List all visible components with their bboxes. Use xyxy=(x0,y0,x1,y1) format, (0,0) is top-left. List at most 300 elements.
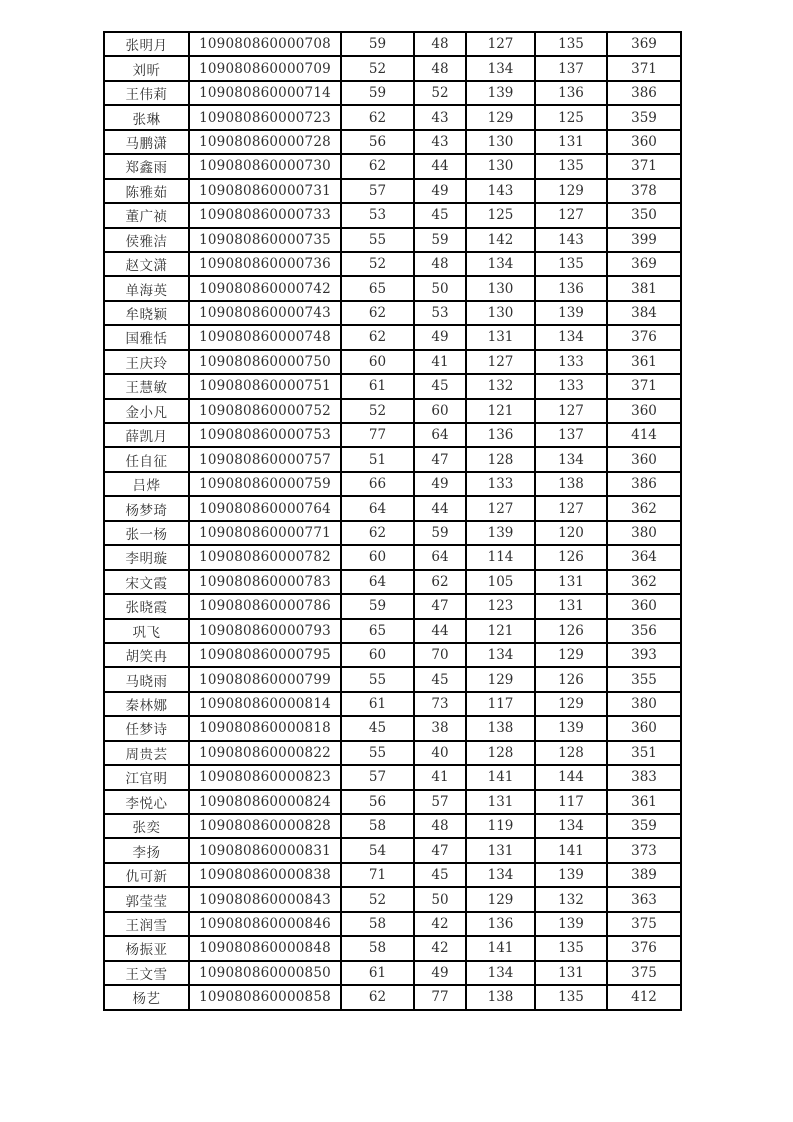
total-score-cell: 361 xyxy=(607,790,681,814)
score-subject4-cell: 132 xyxy=(535,887,607,911)
score-subject2-cell: 47 xyxy=(414,594,466,618)
score-subject1-cell: 58 xyxy=(341,912,414,936)
candidate-number-cell: 109080860000731 xyxy=(189,179,341,203)
score-subject4-cell: 131 xyxy=(535,594,607,618)
student-name-cell: 秦林娜 xyxy=(104,692,189,716)
score-subject4-cell: 129 xyxy=(535,643,607,667)
total-score-cell: 360 xyxy=(607,399,681,423)
score-subject4-cell: 125 xyxy=(535,105,607,129)
total-score-cell: 376 xyxy=(607,936,681,960)
candidate-number-cell: 109080860000814 xyxy=(189,692,341,716)
score-subject3-cell: 141 xyxy=(466,765,535,789)
student-name-cell: 马鹏潇 xyxy=(104,130,189,154)
score-subject3-cell: 134 xyxy=(466,252,535,276)
candidate-number-cell: 109080860000848 xyxy=(189,936,341,960)
student-name-cell: 江官明 xyxy=(104,765,189,789)
score-subject4-cell: 139 xyxy=(535,716,607,740)
score-subject3-cell: 131 xyxy=(466,325,535,349)
table-row xyxy=(104,985,681,1009)
candidate-number-cell: 109080860000757 xyxy=(189,447,341,471)
table-row xyxy=(104,570,681,594)
score-subject1-cell: 56 xyxy=(341,790,414,814)
total-score-cell: 355 xyxy=(607,667,681,691)
score-subject3-cell: 128 xyxy=(466,741,535,765)
student-name-cell: 巩飞 xyxy=(104,619,189,643)
table-row xyxy=(104,496,681,520)
score-subject1-cell: 58 xyxy=(341,814,414,838)
score-subject2-cell: 53 xyxy=(414,301,466,325)
candidate-number-cell: 109080860000838 xyxy=(189,863,341,887)
score-subject2-cell: 44 xyxy=(414,619,466,643)
table-row xyxy=(104,105,681,129)
score-subject1-cell: 56 xyxy=(341,130,414,154)
table-row xyxy=(104,814,681,838)
table-row xyxy=(104,692,681,716)
score-subject1-cell: 51 xyxy=(341,447,414,471)
student-name-cell: 刘昕 xyxy=(104,56,189,80)
table-row xyxy=(104,447,681,471)
student-name-cell: 郭莹莹 xyxy=(104,887,189,911)
score-subject1-cell: 61 xyxy=(341,692,414,716)
table-row xyxy=(104,56,681,80)
student-name-cell: 赵文潇 xyxy=(104,252,189,276)
candidate-number-cell: 109080860000723 xyxy=(189,105,341,129)
score-subject3-cell: 127 xyxy=(466,350,535,374)
student-name-cell: 张晓霞 xyxy=(104,594,189,618)
candidate-number-cell: 109080860000764 xyxy=(189,496,341,520)
score-subject3-cell: 143 xyxy=(466,179,535,203)
score-subject3-cell: 130 xyxy=(466,301,535,325)
student-name-cell: 吕烨 xyxy=(104,472,189,496)
score-subject2-cell: 49 xyxy=(414,472,466,496)
total-score-cell: 364 xyxy=(607,545,681,569)
table-row xyxy=(104,130,681,154)
candidate-number-cell: 109080860000850 xyxy=(189,961,341,985)
score-subject2-cell: 59 xyxy=(414,521,466,545)
candidate-number-cell: 109080860000735 xyxy=(189,228,341,252)
score-subject3-cell: 129 xyxy=(466,667,535,691)
total-score-cell: 360 xyxy=(607,594,681,618)
student-name-cell: 侯雅洁 xyxy=(104,228,189,252)
score-subject4-cell: 138 xyxy=(535,472,607,496)
total-score-cell: 360 xyxy=(607,130,681,154)
total-score-cell: 389 xyxy=(607,863,681,887)
score-subject3-cell: 114 xyxy=(466,545,535,569)
total-score-cell: 351 xyxy=(607,741,681,765)
score-subject1-cell: 55 xyxy=(341,741,414,765)
score-subject4-cell: 131 xyxy=(535,130,607,154)
score-subject3-cell: 130 xyxy=(466,154,535,178)
total-score-cell: 375 xyxy=(607,912,681,936)
table-row xyxy=(104,81,681,105)
score-subject1-cell: 54 xyxy=(341,838,414,862)
score-subject3-cell: 134 xyxy=(466,56,535,80)
table-row xyxy=(104,472,681,496)
score-subject4-cell: 137 xyxy=(535,56,607,80)
score-subject3-cell: 125 xyxy=(466,203,535,227)
total-score-cell: 371 xyxy=(607,374,681,398)
table-row xyxy=(104,619,681,643)
score-subject4-cell: 133 xyxy=(535,350,607,374)
score-subject3-cell: 127 xyxy=(466,496,535,520)
score-subject3-cell: 129 xyxy=(466,105,535,129)
score-subject3-cell: 129 xyxy=(466,887,535,911)
student-name-cell: 王文雪 xyxy=(104,961,189,985)
table-row xyxy=(104,716,681,740)
table-row xyxy=(104,790,681,814)
total-score-cell: 373 xyxy=(607,838,681,862)
table-row xyxy=(104,765,681,789)
score-subject3-cell: 138 xyxy=(466,716,535,740)
score-subject2-cell: 64 xyxy=(414,545,466,569)
student-name-cell: 张奕 xyxy=(104,814,189,838)
score-subject2-cell: 73 xyxy=(414,692,466,716)
score-subject2-cell: 48 xyxy=(414,252,466,276)
student-name-cell: 王润雪 xyxy=(104,912,189,936)
total-score-cell: 369 xyxy=(607,252,681,276)
score-subject4-cell: 135 xyxy=(535,985,607,1009)
score-subject3-cell: 134 xyxy=(466,643,535,667)
score-subject1-cell: 52 xyxy=(341,252,414,276)
score-subject4-cell: 126 xyxy=(535,619,607,643)
total-score-cell: 375 xyxy=(607,961,681,985)
candidate-number-cell: 109080860000751 xyxy=(189,374,341,398)
score-subject3-cell: 119 xyxy=(466,814,535,838)
total-score-cell: 376 xyxy=(607,325,681,349)
score-subject3-cell: 117 xyxy=(466,692,535,716)
candidate-number-cell: 109080860000799 xyxy=(189,667,341,691)
candidate-number-cell: 109080860000733 xyxy=(189,203,341,227)
score-subject2-cell: 44 xyxy=(414,496,466,520)
score-subject4-cell: 135 xyxy=(535,32,607,56)
candidate-number-cell: 109080860000771 xyxy=(189,521,341,545)
student-name-cell: 胡笑冉 xyxy=(104,643,189,667)
score-subject4-cell: 135 xyxy=(535,936,607,960)
score-subject3-cell: 127 xyxy=(466,32,535,56)
score-subject1-cell: 64 xyxy=(341,570,414,594)
score-subject3-cell: 142 xyxy=(466,228,535,252)
total-score-cell: 362 xyxy=(607,570,681,594)
total-score-cell: 381 xyxy=(607,276,681,300)
score-subject2-cell: 70 xyxy=(414,643,466,667)
score-subject1-cell: 77 xyxy=(341,423,414,447)
score-subject4-cell: 117 xyxy=(535,790,607,814)
score-subject3-cell: 130 xyxy=(466,130,535,154)
score-subject4-cell: 135 xyxy=(535,252,607,276)
score-subject2-cell: 48 xyxy=(414,56,466,80)
table-row xyxy=(104,203,681,227)
total-score-cell: 361 xyxy=(607,350,681,374)
student-name-cell: 牟晓颖 xyxy=(104,301,189,325)
total-score-cell: 399 xyxy=(607,228,681,252)
table-row xyxy=(104,887,681,911)
student-name-cell: 董广祯 xyxy=(104,203,189,227)
score-subject3-cell: 139 xyxy=(466,81,535,105)
total-score-cell: 386 xyxy=(607,81,681,105)
score-subject2-cell: 57 xyxy=(414,790,466,814)
table-row xyxy=(104,667,681,691)
student-name-cell: 李明璇 xyxy=(104,545,189,569)
score-subject4-cell: 143 xyxy=(535,228,607,252)
student-name-cell: 李悦心 xyxy=(104,790,189,814)
score-subject1-cell: 60 xyxy=(341,545,414,569)
table-row xyxy=(104,252,681,276)
score-subject2-cell: 48 xyxy=(414,814,466,838)
score-subject2-cell: 38 xyxy=(414,716,466,740)
total-score-cell: 414 xyxy=(607,423,681,447)
student-name-cell: 杨振亚 xyxy=(104,936,189,960)
student-name-cell: 杨梦琦 xyxy=(104,496,189,520)
score-subject2-cell: 52 xyxy=(414,81,466,105)
total-score-cell: 371 xyxy=(607,56,681,80)
score-subject3-cell: 123 xyxy=(466,594,535,618)
table-row xyxy=(104,228,681,252)
score-subject3-cell: 136 xyxy=(466,912,535,936)
score-table-body xyxy=(104,32,681,1010)
score-subject1-cell: 62 xyxy=(341,521,414,545)
score-subject1-cell: 64 xyxy=(341,496,414,520)
total-score-cell: 393 xyxy=(607,643,681,667)
student-name-cell: 宋文霞 xyxy=(104,570,189,594)
score-subject2-cell: 48 xyxy=(414,32,466,56)
candidate-number-cell: 109080860000795 xyxy=(189,643,341,667)
candidate-number-cell: 109080860000793 xyxy=(189,619,341,643)
student-name-cell: 王伟莉 xyxy=(104,81,189,105)
score-subject2-cell: 64 xyxy=(414,423,466,447)
total-score-cell: 356 xyxy=(607,619,681,643)
score-subject1-cell: 52 xyxy=(341,887,414,911)
candidate-number-cell: 109080860000736 xyxy=(189,252,341,276)
total-score-cell: 360 xyxy=(607,716,681,740)
score-subject3-cell: 141 xyxy=(466,936,535,960)
candidate-number-cell: 109080860000748 xyxy=(189,325,341,349)
candidate-number-cell: 109080860000822 xyxy=(189,741,341,765)
candidate-number-cell: 109080860000708 xyxy=(189,32,341,56)
score-subject2-cell: 40 xyxy=(414,741,466,765)
total-score-cell: 363 xyxy=(607,887,681,911)
score-subject1-cell: 57 xyxy=(341,765,414,789)
student-name-cell: 仇可新 xyxy=(104,863,189,887)
table-row xyxy=(104,32,681,56)
score-subject1-cell: 62 xyxy=(341,105,414,129)
score-subject3-cell: 138 xyxy=(466,985,535,1009)
table-row xyxy=(104,936,681,960)
table-row xyxy=(104,350,681,374)
candidate-number-cell: 109080860000709 xyxy=(189,56,341,80)
candidate-number-cell: 109080860000858 xyxy=(189,985,341,1009)
score-subject1-cell: 55 xyxy=(341,667,414,691)
score-subject1-cell: 59 xyxy=(341,81,414,105)
score-subject4-cell: 131 xyxy=(535,961,607,985)
total-score-cell: 359 xyxy=(607,105,681,129)
score-subject3-cell: 130 xyxy=(466,276,535,300)
score-subject4-cell: 144 xyxy=(535,765,607,789)
score-subject3-cell: 133 xyxy=(466,472,535,496)
table-row xyxy=(104,423,681,447)
total-score-cell: 384 xyxy=(607,301,681,325)
score-subject1-cell: 45 xyxy=(341,716,414,740)
table-row xyxy=(104,741,681,765)
score-subject3-cell: 136 xyxy=(466,423,535,447)
score-subject4-cell: 134 xyxy=(535,447,607,471)
student-name-cell: 金小凡 xyxy=(104,399,189,423)
table-row xyxy=(104,838,681,862)
student-name-cell: 张一杨 xyxy=(104,521,189,545)
student-name-cell: 国雅恬 xyxy=(104,325,189,349)
score-subject3-cell: 121 xyxy=(466,619,535,643)
score-subject4-cell: 133 xyxy=(535,374,607,398)
score-subject4-cell: 120 xyxy=(535,521,607,545)
total-score-cell: 380 xyxy=(607,692,681,716)
candidate-number-cell: 109080860000728 xyxy=(189,130,341,154)
score-table xyxy=(103,31,682,1011)
score-subject4-cell: 131 xyxy=(535,570,607,594)
student-name-cell: 张明月 xyxy=(104,32,189,56)
score-subject1-cell: 59 xyxy=(341,594,414,618)
score-subject1-cell: 52 xyxy=(341,399,414,423)
table-row xyxy=(104,374,681,398)
score-subject3-cell: 134 xyxy=(466,863,535,887)
student-name-cell: 周贵芸 xyxy=(104,741,189,765)
score-subject2-cell: 45 xyxy=(414,374,466,398)
score-subject2-cell: 45 xyxy=(414,667,466,691)
candidate-number-cell: 109080860000828 xyxy=(189,814,341,838)
score-subject4-cell: 139 xyxy=(535,863,607,887)
score-subject1-cell: 62 xyxy=(341,985,414,1009)
score-subject2-cell: 42 xyxy=(414,936,466,960)
total-score-cell: 369 xyxy=(607,32,681,56)
score-subject3-cell: 131 xyxy=(466,790,535,814)
score-subject2-cell: 77 xyxy=(414,985,466,1009)
table-row xyxy=(104,961,681,985)
table-row xyxy=(104,863,681,887)
score-subject1-cell: 71 xyxy=(341,863,414,887)
score-subject4-cell: 134 xyxy=(535,325,607,349)
total-score-cell: 378 xyxy=(607,179,681,203)
student-name-cell: 王庆玲 xyxy=(104,350,189,374)
candidate-number-cell: 109080860000831 xyxy=(189,838,341,862)
score-subject1-cell: 52 xyxy=(341,56,414,80)
candidate-number-cell: 109080860000786 xyxy=(189,594,341,618)
score-subject4-cell: 127 xyxy=(535,399,607,423)
score-subject4-cell: 129 xyxy=(535,692,607,716)
score-subject4-cell: 139 xyxy=(535,912,607,936)
candidate-number-cell: 109080860000824 xyxy=(189,790,341,814)
total-score-cell: 360 xyxy=(607,447,681,471)
score-subject2-cell: 49 xyxy=(414,961,466,985)
score-subject4-cell: 135 xyxy=(535,154,607,178)
score-subject2-cell: 42 xyxy=(414,912,466,936)
candidate-number-cell: 109080860000752 xyxy=(189,399,341,423)
candidate-number-cell: 109080860000783 xyxy=(189,570,341,594)
score-subject2-cell: 47 xyxy=(414,447,466,471)
student-name-cell: 杨艺 xyxy=(104,985,189,1009)
total-score-cell: 380 xyxy=(607,521,681,545)
table-row xyxy=(104,521,681,545)
table-row xyxy=(104,912,681,936)
score-subject1-cell: 62 xyxy=(341,154,414,178)
score-subject2-cell: 44 xyxy=(414,154,466,178)
score-subject3-cell: 131 xyxy=(466,838,535,862)
student-name-cell: 李扬 xyxy=(104,838,189,862)
score-subject2-cell: 41 xyxy=(414,765,466,789)
student-name-cell: 薛凯月 xyxy=(104,423,189,447)
table-row xyxy=(104,154,681,178)
candidate-number-cell: 109080860000759 xyxy=(189,472,341,496)
total-score-cell: 350 xyxy=(607,203,681,227)
score-subject4-cell: 127 xyxy=(535,496,607,520)
student-name-cell: 张琳 xyxy=(104,105,189,129)
student-name-cell: 郑鑫雨 xyxy=(104,154,189,178)
student-name-cell: 任梦诗 xyxy=(104,716,189,740)
score-subject1-cell: 53 xyxy=(341,203,414,227)
score-subject4-cell: 136 xyxy=(535,276,607,300)
total-score-cell: 359 xyxy=(607,814,681,838)
score-subject3-cell: 105 xyxy=(466,570,535,594)
score-subject1-cell: 55 xyxy=(341,228,414,252)
score-subject2-cell: 43 xyxy=(414,130,466,154)
score-subject4-cell: 127 xyxy=(535,203,607,227)
score-subject1-cell: 60 xyxy=(341,643,414,667)
table-row xyxy=(104,643,681,667)
candidate-number-cell: 109080860000743 xyxy=(189,301,341,325)
score-subject2-cell: 45 xyxy=(414,203,466,227)
score-subject2-cell: 60 xyxy=(414,399,466,423)
score-subject2-cell: 50 xyxy=(414,887,466,911)
candidate-number-cell: 109080860000742 xyxy=(189,276,341,300)
score-subject2-cell: 45 xyxy=(414,863,466,887)
candidate-number-cell: 109080860000730 xyxy=(189,154,341,178)
score-subject4-cell: 141 xyxy=(535,838,607,862)
score-subject1-cell: 66 xyxy=(341,472,414,496)
score-subject4-cell: 134 xyxy=(535,814,607,838)
score-subject1-cell: 57 xyxy=(341,179,414,203)
candidate-number-cell: 109080860000818 xyxy=(189,716,341,740)
score-subject1-cell: 58 xyxy=(341,936,414,960)
candidate-number-cell: 109080860000753 xyxy=(189,423,341,447)
score-subject4-cell: 129 xyxy=(535,179,607,203)
score-subject2-cell: 59 xyxy=(414,228,466,252)
score-subject2-cell: 43 xyxy=(414,105,466,129)
score-subject1-cell: 61 xyxy=(341,961,414,985)
score-subject2-cell: 62 xyxy=(414,570,466,594)
score-subject4-cell: 139 xyxy=(535,301,607,325)
score-subject3-cell: 121 xyxy=(466,399,535,423)
student-name-cell: 单海英 xyxy=(104,276,189,300)
table-row xyxy=(104,545,681,569)
table-row xyxy=(104,301,681,325)
score-subject4-cell: 126 xyxy=(535,545,607,569)
score-subject3-cell: 139 xyxy=(466,521,535,545)
candidate-number-cell: 109080860000782 xyxy=(189,545,341,569)
score-subject4-cell: 126 xyxy=(535,667,607,691)
table-row xyxy=(104,594,681,618)
score-subject2-cell: 50 xyxy=(414,276,466,300)
student-name-cell: 陈雅茹 xyxy=(104,179,189,203)
table-row xyxy=(104,325,681,349)
total-score-cell: 371 xyxy=(607,154,681,178)
score-subject1-cell: 59 xyxy=(341,32,414,56)
score-subject1-cell: 65 xyxy=(341,276,414,300)
total-score-cell: 386 xyxy=(607,472,681,496)
score-subject3-cell: 134 xyxy=(466,961,535,985)
score-subject4-cell: 137 xyxy=(535,423,607,447)
score-subject1-cell: 62 xyxy=(341,325,414,349)
table-row xyxy=(104,276,681,300)
student-name-cell: 王慧敏 xyxy=(104,374,189,398)
candidate-number-cell: 109080860000823 xyxy=(189,765,341,789)
student-name-cell: 任自征 xyxy=(104,447,189,471)
